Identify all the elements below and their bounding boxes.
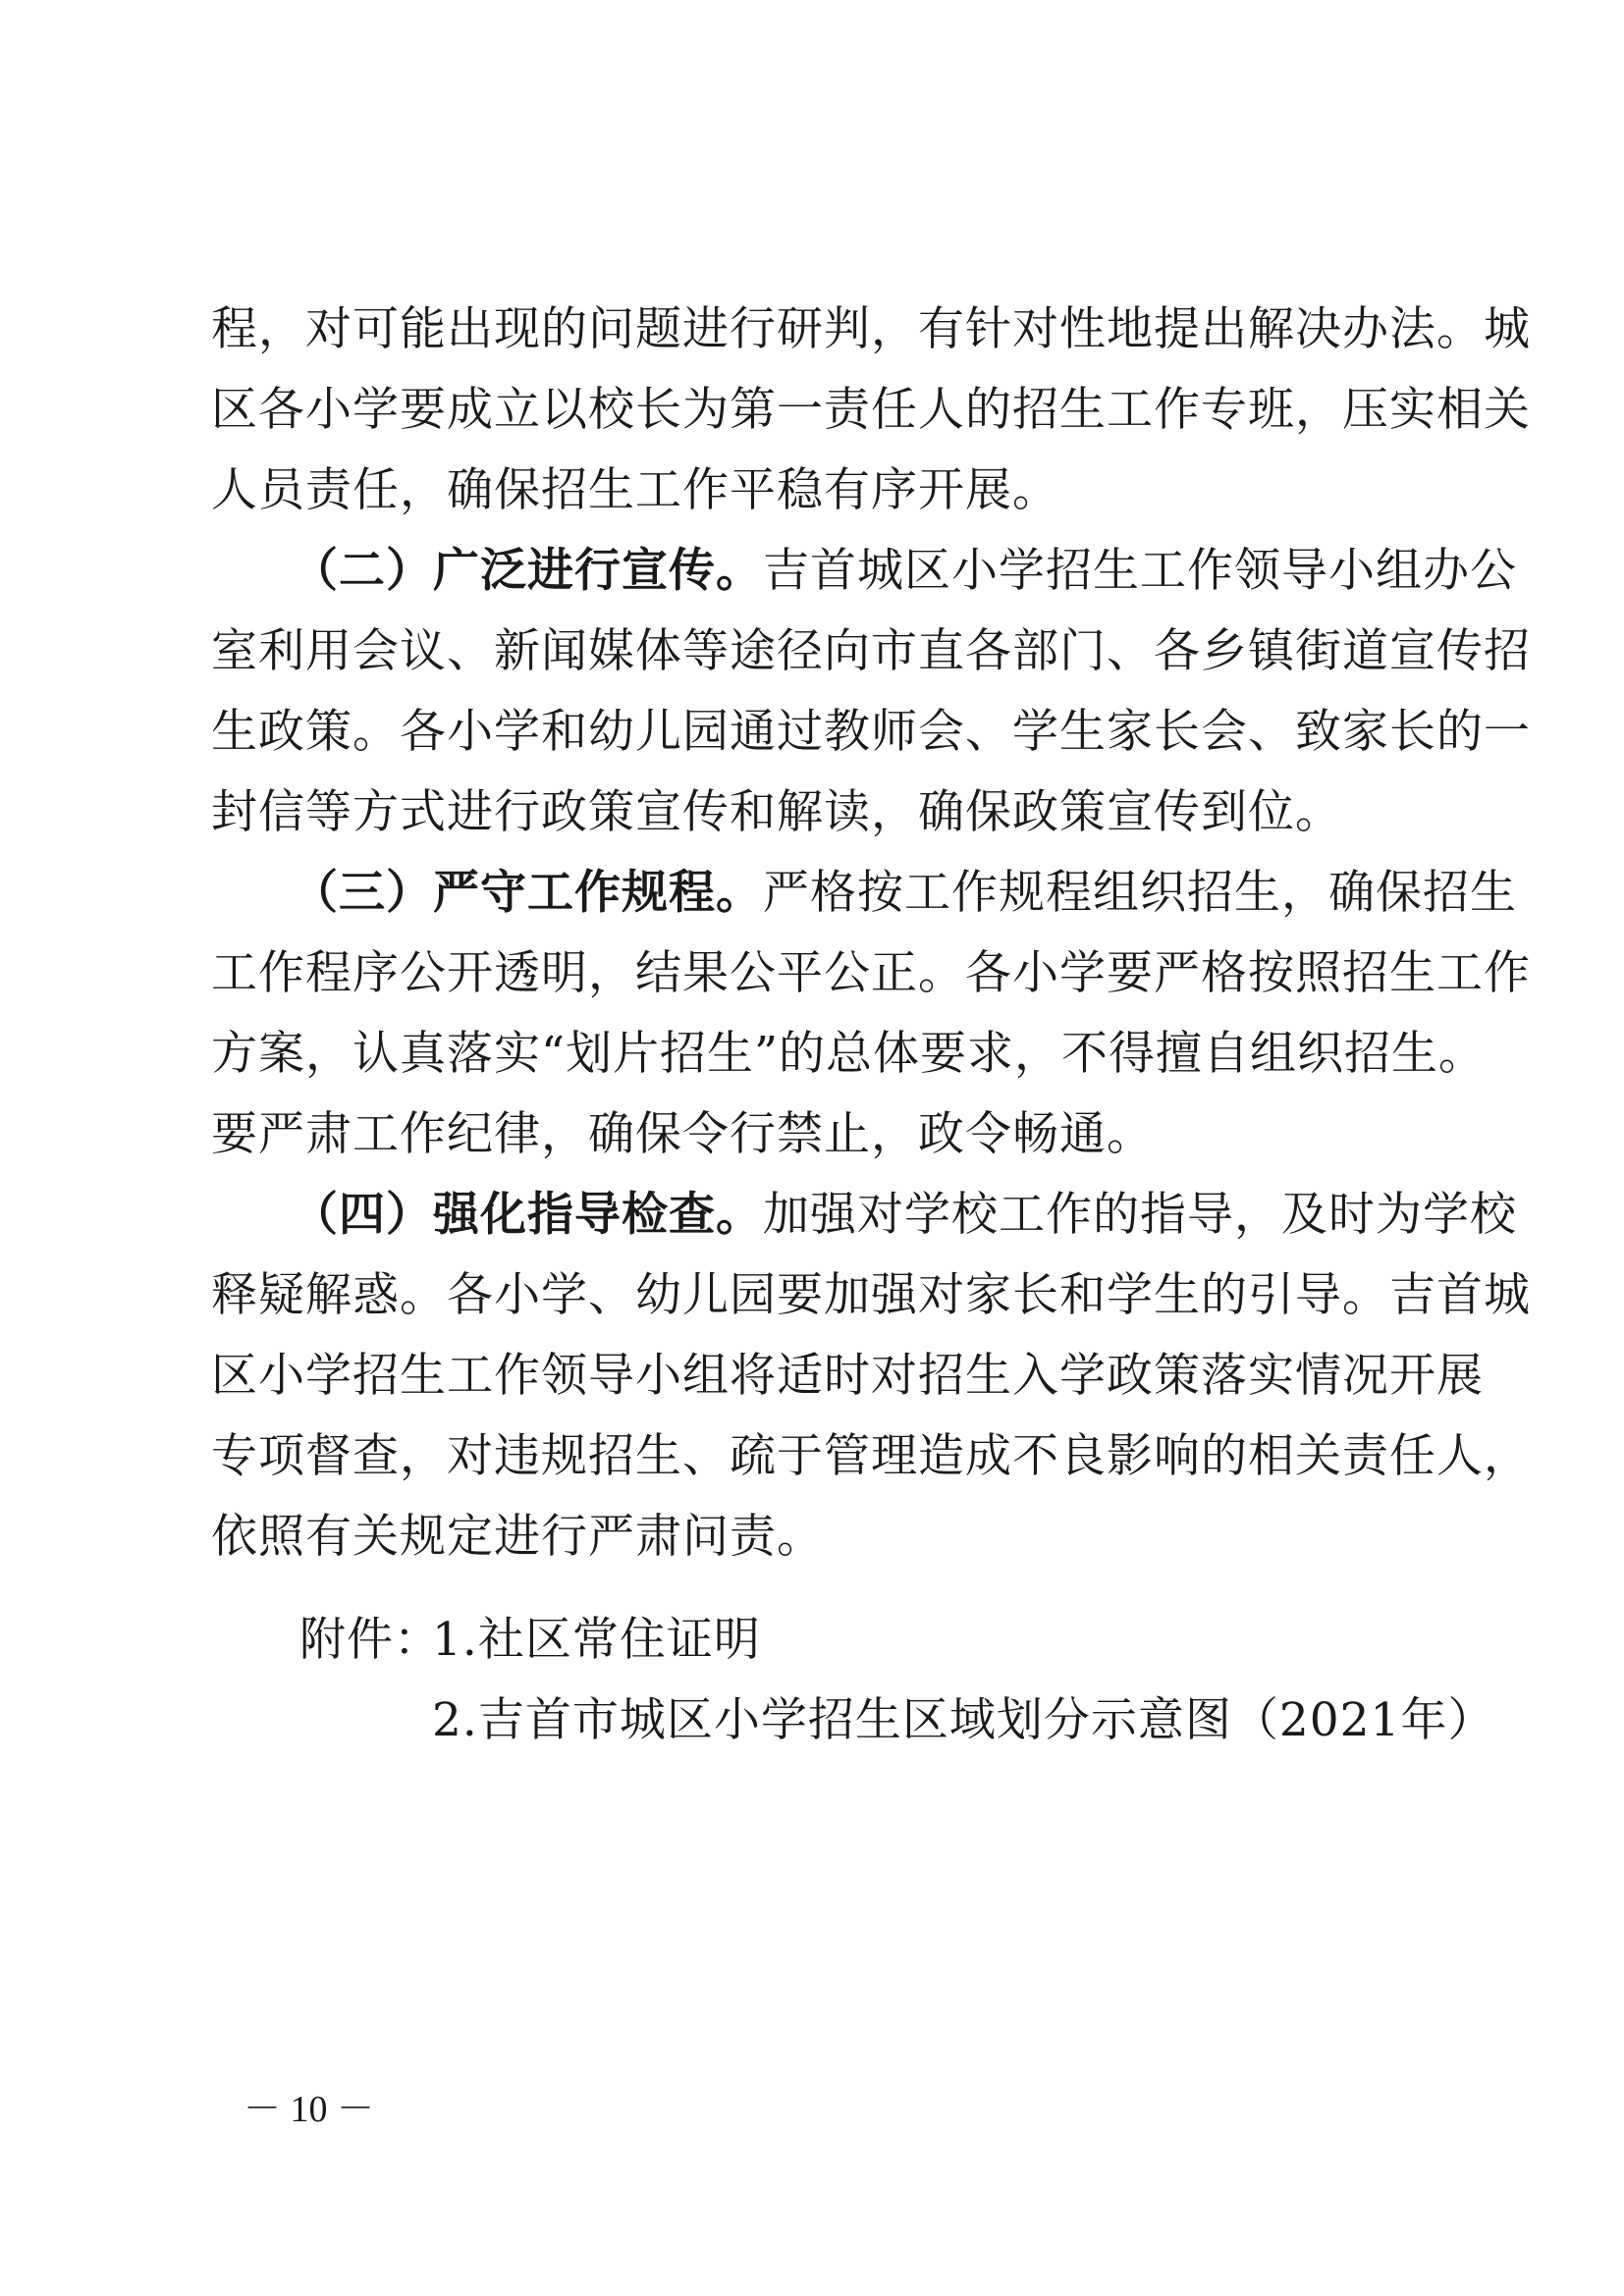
section-3-line-1-text: 严格按工作规程组织招生，确保招生 [763, 866, 1517, 920]
section-4-line-2: 释疑解惑。各小学、幼儿园要加强对家长和学生的引导。吉首城 [211, 1268, 1531, 1322]
section-3-line-2: 工作程序公开透明，结果公平公正。各小学要严格按照招生工作 [211, 946, 1531, 1000]
section-4-line-5: 依照有关规定进行严肃问责。 [211, 1510, 824, 1564]
section-3-heading: （三）严守工作规程。 [292, 866, 763, 920]
attachment-item-2: 2.吉首市城区小学招生区域划分示意图（2021年） [432, 1693, 1495, 1747]
section-2-line-4: 封信等方式进行政策宣传和解读，确保政策宣传到位。 [211, 785, 1342, 839]
section-2-heading: （二）广泛进行宣传。 [292, 544, 763, 598]
section-3-line-4: 要严肃工作纪律，确保令行禁止，政令畅通。 [211, 1107, 1154, 1161]
section-4-line-3: 区小学招生工作领导小组将适时对招生入学政策落实情况开展 [211, 1349, 1484, 1403]
section-3-line-3: 方案，认真落实“划片招生”的总体要求，不得擅自组织招生。 [211, 1027, 1487, 1081]
paragraph-1-line-1: 程，对可能出现的问题进行研判，有针对性地提出解决办法。城 [211, 302, 1531, 356]
attachment-item-1: 1.社区常住证明 [432, 1613, 761, 1667]
section-2-line-2: 室利用会议、新闻媒体等途径向市直各部门、各乡镇街道宣传招 [211, 624, 1531, 678]
section-2-line-3: 生政策。各小学和幼儿园通过教师会、学生家长会、致家长的一 [211, 705, 1531, 759]
section-4-line-1-text: 加强对学校工作的指导，及时为学校 [763, 1188, 1517, 1242]
section-4-line-4: 专项督查，对违规招生、疏于管理造成不良影响的相关责任人， [211, 1429, 1531, 1483]
paragraph-1-line-3: 人员责任，确保招生工作平稳有序开展。 [211, 463, 1059, 517]
section-4-heading: （四）强化指导检查。 [292, 1188, 763, 1242]
attachments-label: 附件： [299, 1613, 441, 1667]
section-4-line-1 [292, 1180, 1517, 1251]
paragraph-1-line-2: 区各小学要成立以校长为第一责任人的招生工作专班，压实相关 [211, 383, 1531, 437]
section-2-line-1-text: 吉首城区小学招生工作领导小组办公 [763, 544, 1517, 598]
section-2-line-1 [292, 536, 1517, 607]
page-number: － 10 － [244, 2089, 375, 2130]
section-3-line-1 [292, 858, 1517, 929]
